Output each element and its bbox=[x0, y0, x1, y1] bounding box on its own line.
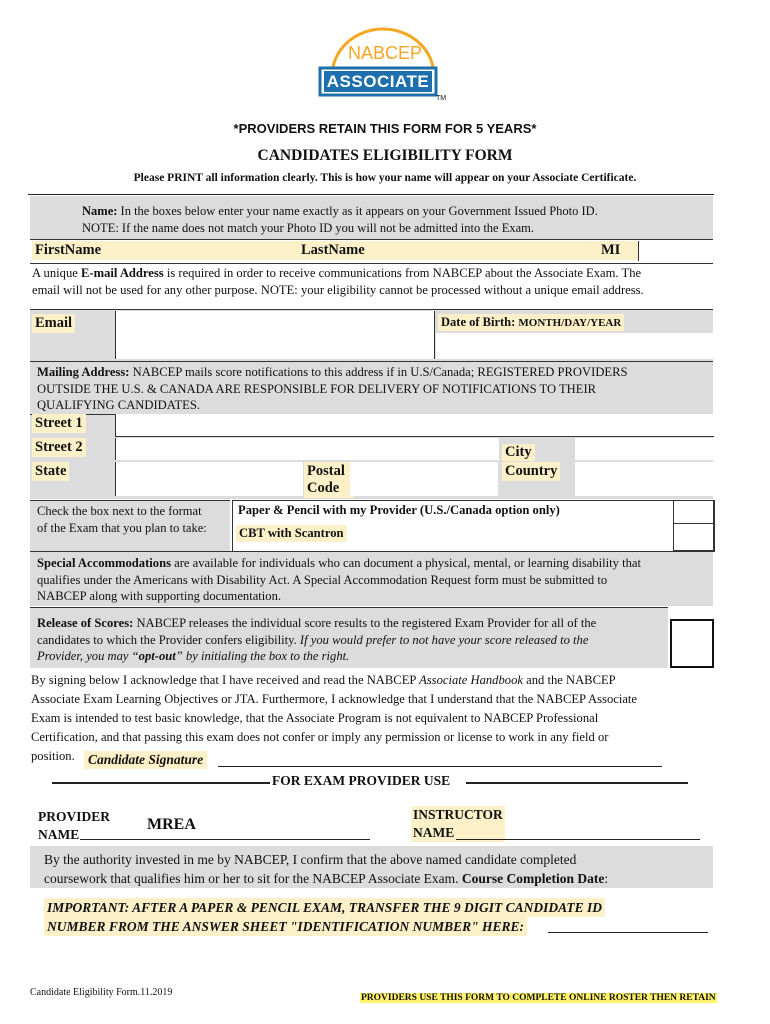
name-instructions: Name: In the boxes below enter your name exactly as it appears on your Government Issued Photo ID. NOTE: If the name does not match your Photo ID you will not be admitted into the Exam. bbox=[82, 204, 598, 235]
authority-statement: By the authority invested in me by NABCEP, I confirm that the above named candidate completed coursework that qualifies him or her to sit for the NABCEP Associate Exam. Course Completion Date: bbox=[44, 852, 609, 886]
first-name-label: FirstName bbox=[32, 241, 300, 260]
candidate-signature-label: Candidate Signature bbox=[84, 751, 207, 769]
middle-initial-label: MI bbox=[598, 241, 638, 260]
cbt-scantron-checkbox[interactable] bbox=[673, 523, 714, 551]
important-notice: IMPORTANT: AFTER A PAPER & PENCIL EXAM, TRANSFER THE 9 DIGIT CANDIDATE ID NUMBER FROM THE ANSWER SHEET "IDENTIFICATION NUMBER" HERE: bbox=[44, 898, 605, 936]
special-accommodations-note: Special Accommodations are available for individuals who can document a physical, mental, or learning disability that qualifies under the Americans with Disability Act. A Special Accommodation Request form must be submitted to NABCEP along with supporting documentation. bbox=[37, 556, 642, 603]
dob-input[interactable] bbox=[436, 333, 713, 359]
provider-name-line bbox=[80, 839, 370, 840]
provider-name-value[interactable]: MREA bbox=[147, 816, 196, 833]
provider-name-label: PROVIDER NAME bbox=[38, 809, 111, 842]
country-input[interactable] bbox=[575, 462, 713, 496]
candidate-signature-line[interactable] bbox=[218, 766, 662, 767]
state-input[interactable] bbox=[115, 462, 303, 496]
instructor-name-line[interactable] bbox=[456, 839, 700, 840]
provider-divider-left bbox=[52, 782, 270, 784]
middle-initial-input[interactable] bbox=[638, 241, 713, 261]
street1-label: Street 1 bbox=[32, 414, 86, 433]
trademark-mark: TM bbox=[436, 95, 447, 102]
paper-pencil-checkbox[interactable] bbox=[673, 500, 714, 524]
exam-format-text: Check the box next to the format of the Exam that you plan to take: bbox=[37, 504, 207, 535]
email-input[interactable] bbox=[115, 311, 435, 359]
form-title: CANDIDATES ELIGIBILITY FORM bbox=[257, 147, 513, 164]
last-name-label: LastName bbox=[298, 241, 600, 260]
print-instruction: Please PRINT all information clearly. This is how your name will appear on your Associate Certificate. bbox=[133, 172, 637, 184]
country-label: Country bbox=[502, 462, 560, 481]
provider-divider-right bbox=[466, 782, 688, 784]
nabcep-associate-logo bbox=[318, 24, 448, 106]
option-cbt-label: CBT with Scantron bbox=[236, 525, 347, 542]
logo-arc-icon bbox=[318, 24, 448, 106]
street2-label: Street 2 bbox=[32, 438, 86, 457]
release-scores-note: Release of Scores: NABCEP releases the individual score results to the registered Exam Provider for all of the candidates to which the Provider confers eligibility. If you would prefer to not have your score released to the Provider, you may “opt-out” by initialing the box to the right. bbox=[37, 616, 597, 663]
opt-out-initials-box[interactable] bbox=[670, 619, 714, 668]
email-label: Email bbox=[32, 314, 75, 333]
instructor-name-label: INSTRUCTOR NAME bbox=[413, 807, 503, 840]
postal-code-label: Postal Code bbox=[304, 462, 354, 498]
acknowledgement-text: By signing below I acknowledge that I have received and read the NABCEP Associate Handbook and the NABCEP Associate Exam Learning Objectives or JTA. Furthermore, I acknowledge that I understand that the NABCEP Associate Exam is intended to test basic knowledge, that the Associate Program is not equivalent to NABCEP Professional Certification, and that passing this exam does not confer or imply any permission or license to work in any field or position. bbox=[31, 673, 638, 763]
postal-code-input[interactable] bbox=[350, 462, 498, 496]
email-note: A unique E-mail Address is required in order to receive communications from NABCEP about the Associate Exam. The email will not be used for any other purpose. NOTE: your eligibility cannot be processed without a unique email address. bbox=[32, 266, 644, 297]
candidate-id-line[interactable] bbox=[548, 932, 708, 933]
retain-notice: *PROVIDERS RETAIN THIS FORM FOR 5 YEARS* bbox=[233, 121, 537, 136]
mailing-note: Mailing Address: NABCEP mails score notifications to this address if in U.S/Canada; REGISTERED PROVIDERS OUTSIDE THE U.S. & CANADA ARE RESPONSIBLE FOR DELIVERY OF NOTIFICATIONS TO THEIR QUALIFYING CANDIDATES. bbox=[37, 365, 628, 412]
logo-top-text: NABCEP bbox=[348, 43, 423, 63]
footer-form-id: Candidate Eligibility Form.11.2019 bbox=[30, 987, 173, 998]
logo-bottom-text: ASSOCIATE bbox=[326, 72, 430, 91]
provider-use-header: FOR EXAM PROVIDER USE bbox=[272, 773, 451, 788]
option-paper-label: Paper & Pencil with my Provider (U.S./Canada option only) bbox=[238, 503, 560, 517]
state-label: State bbox=[32, 462, 69, 481]
street2-input[interactable] bbox=[115, 438, 499, 460]
street1-input[interactable] bbox=[115, 414, 714, 437]
dob-label: Date of Birth: MONTH/DAY/YEAR bbox=[438, 314, 624, 331]
city-label: City bbox=[502, 444, 535, 461]
header-divider bbox=[28, 194, 714, 195]
city-input[interactable] bbox=[575, 438, 713, 460]
footer-roster-note: PROVIDERS USE THIS FORM TO COMPLETE ONLINE ROSTER THEN RETAIN bbox=[361, 993, 716, 1003]
